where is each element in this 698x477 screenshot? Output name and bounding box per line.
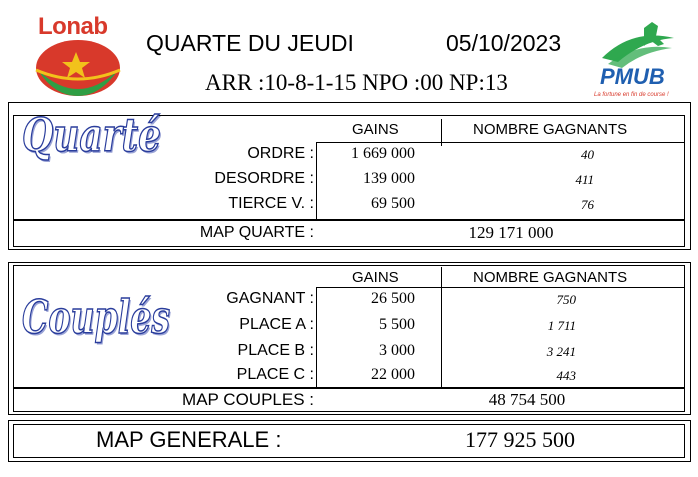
quarte-row-winners: 411 [575, 172, 594, 187]
quarte-row-label: DESORDRE : [214, 170, 314, 187]
quarte-row-winners: 76 [581, 197, 594, 212]
couples-header-rule [316, 287, 685, 288]
couples-row-winners: 750 [556, 292, 576, 307]
map-couples-label: MAP COUPLES : [182, 390, 314, 409]
couples-row-label: PLACE A : [239, 316, 314, 333]
map-couples-value: 48 754 500 [488, 390, 566, 409]
race-date: 05/10/2023 [446, 30, 562, 56]
map-generale-value: 177 925 500 [465, 427, 575, 452]
quarte-winners-header: NOMBRE GAGNANTS [473, 121, 628, 138]
quarte-heading: Quarté [22, 108, 161, 162]
quarte-row-gain: 69 500 [371, 195, 415, 212]
pmub-logo [582, 18, 682, 100]
couples-row-gain: 5 500 [379, 316, 415, 333]
couples-row-winners: 443 [556, 368, 576, 383]
couples-gains-header: GAINS [352, 269, 399, 286]
lonab-logo-text: Lonab [38, 13, 108, 40]
map-quarte-value: 129 171 000 [468, 223, 554, 242]
map-quarte-label: MAP QUARTE : [199, 224, 314, 241]
couples-row-gain: 26 500 [371, 290, 415, 307]
quarte-header-rule [316, 142, 685, 143]
couples-row-gain: 3 000 [379, 342, 415, 359]
couples-row-label: GAGNANT : [226, 290, 314, 307]
quarte-row-gain: 139 000 [363, 170, 415, 187]
quarte-gains-header: GAINS [352, 121, 399, 138]
couples-col-divider [441, 267, 442, 388]
quarte-row-winners: 40 [581, 147, 594, 162]
couples-row-label: PLACE B : [237, 342, 314, 359]
couples-heading: Couplés [22, 290, 170, 344]
couples-gains-divider [316, 287, 317, 388]
pmub-slogan: La fortune en fin de course ! [594, 92, 669, 98]
map-generale-label: MAP GENERALE : [96, 427, 282, 452]
quarte-row-gain: 1 669 000 [351, 145, 415, 162]
quarte-gains-divider [316, 142, 317, 220]
quarte-row-label: ORDRE : [247, 145, 314, 162]
couples-row-label: PLACE C : [236, 366, 314, 383]
couples-row-winners: 3 241 [546, 344, 576, 359]
page-title: QUARTE DU JEUDI [146, 30, 354, 56]
couples-winners-header: NOMBRE GAGNANTS [473, 269, 628, 286]
pmub-logo-text: PMUB [600, 64, 665, 89]
quarte-row-label: TIERCE V. : [228, 195, 314, 212]
couples-row-winners: 1 711 [547, 318, 576, 333]
couples-row-gain: 22 000 [371, 366, 415, 383]
arrival-line: ARR :10-8-1-15 NPO :00 NP:13 [205, 70, 508, 95]
